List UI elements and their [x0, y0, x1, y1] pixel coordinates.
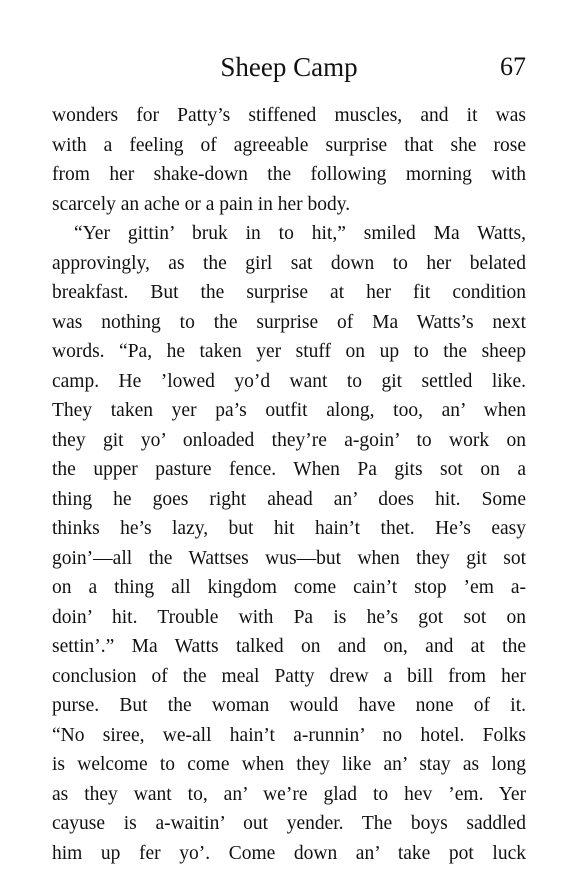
text-line: goin’—all the Wattses wus—but when they git sot	[52, 547, 526, 569]
text-line: is welcome to come when they like an’ stay as long	[52, 754, 526, 775]
text-line: with a feeling of agreeable surprise that she rose	[52, 134, 526, 156]
body-text	[52, 101, 526, 868]
page-number: 67	[500, 52, 526, 81]
text-line: “No siree, we-all hain’t a-runnin’ no hotel. Folks	[52, 724, 526, 746]
text-line: They taken yer pa’s outfit along, too, an’ when	[52, 400, 526, 421]
text-line: wonders for Patty’s stiffened muscles, and it was	[52, 105, 526, 126]
text-line: words. “Pa, he taken yer stuff on up to the sheep	[52, 341, 526, 362]
text-line: cayuse is a-waitin’ out yender. The boys saddled	[52, 813, 526, 834]
chapter-title: Sheep Camp	[220, 52, 358, 82]
text-line: camp. He ’lowed yo’d want to git settled like.	[52, 370, 526, 392]
text-line: was nothing to the surprise of Ma Watts’s next	[52, 311, 526, 333]
text-line: breakfast. But the surprise at her fit condition	[52, 282, 526, 303]
text-line: him up fer yo’. Come down an’ take pot luck	[52, 842, 526, 864]
text-line: settin’.” Ma Watts talked on and on, and at the	[52, 636, 526, 657]
text-line: thinks he’s lazy, but hit hain’t thet. He’s easy	[52, 518, 526, 539]
text-line: as they want to, an’ we’re glad to hev ’em. Yer	[52, 783, 526, 805]
text-line: purse. But the woman would have none of it.	[52, 695, 526, 716]
text-line: doin’ hit. Trouble with Pa is he’s got sot on	[52, 606, 526, 628]
text-line: scarcely an ache or a pain in her body.	[52, 193, 351, 215]
text-line: the upper pasture fence. When Pa gits sot on a	[52, 459, 526, 480]
running-header	[52, 50, 526, 84]
text-line: “Yer gittin’ bruk in to hit,” smiled Ma Watts,	[74, 223, 526, 244]
text-line: thing he goes right ahead an’ does hit. Some	[52, 488, 526, 510]
text-line: from her shake-down the following morning with	[52, 164, 526, 185]
text-line: they git yo’ onloaded they’re a-goin’ to work on	[52, 429, 526, 451]
text-line: approvingly, as the girl sat down to her belated	[52, 252, 526, 274]
text-line: on a thing all kingdom come cain’t stop ’em a-	[52, 577, 526, 598]
text-line: conclusion of the meal Patty drew a bill from her	[52, 665, 526, 687]
